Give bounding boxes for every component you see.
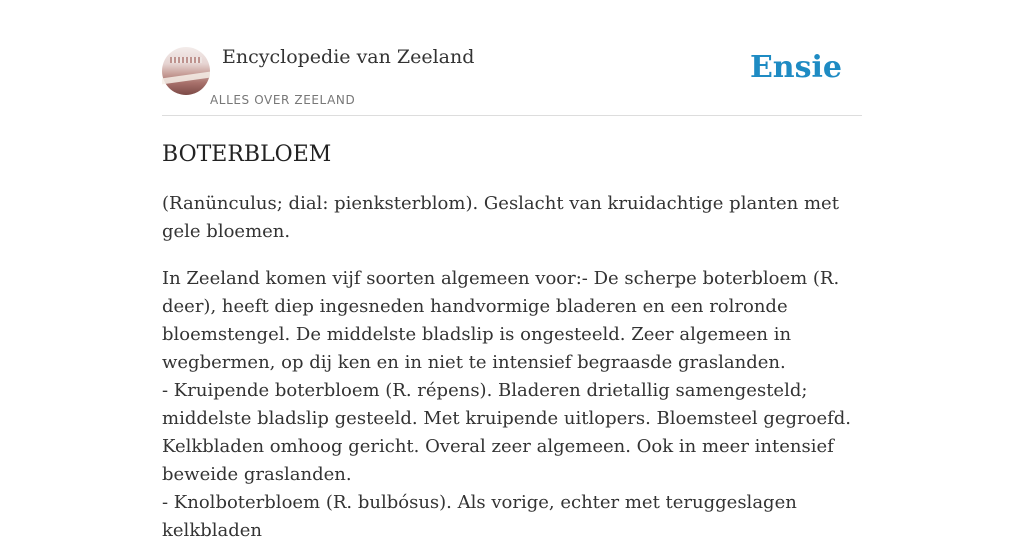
site-header xyxy=(162,0,862,116)
entry-paragraph xyxy=(162,265,862,545)
entry-paragraph-line: - Kruipende boterbloem (R. répens). Bladeren drietallig samengesteld; middelste bladslip gesteeld. Met kruipende uitlopers. Bloemsteel gegroefd. Kelkbladen omhoog gericht. Overal zeer algemeen. Ook in meer intensief beweide graslanden. xyxy=(162,380,852,485)
entry-content xyxy=(162,140,862,545)
brand-logo-link[interactable]: Ensie xyxy=(749,50,842,85)
site-subtitle: ALLES OVER ZEELAND xyxy=(210,93,356,107)
entry-paragraph-line: In Zeeland komen vijf soorten algemeen voor:- De scherpe boterbloem (R. deer), heeft diep ingesneden handvormige bladeren en een rolronde bloemstengel. De middelste bladslip is ongesteeld. Zeer algemeen in wegbermen, op dij ken en in niet te intensief begraasde graslanden. xyxy=(162,268,840,373)
site-title[interactable]: Encyclopedie van Zeeland xyxy=(222,46,475,68)
entry-paragraph-line: - Knolboterbloem (R. bulbósus). Als vorige, echter met teruggeslagen kelkbladen xyxy=(162,492,797,541)
site-avatar[interactable] xyxy=(162,47,210,95)
entry-paragraph: (Ranünculus; dial: pienksterblom). Geslacht van kruidachtige planten met gele bloemen. xyxy=(162,193,839,242)
entry-title: BOTERBLOEM xyxy=(162,142,332,167)
